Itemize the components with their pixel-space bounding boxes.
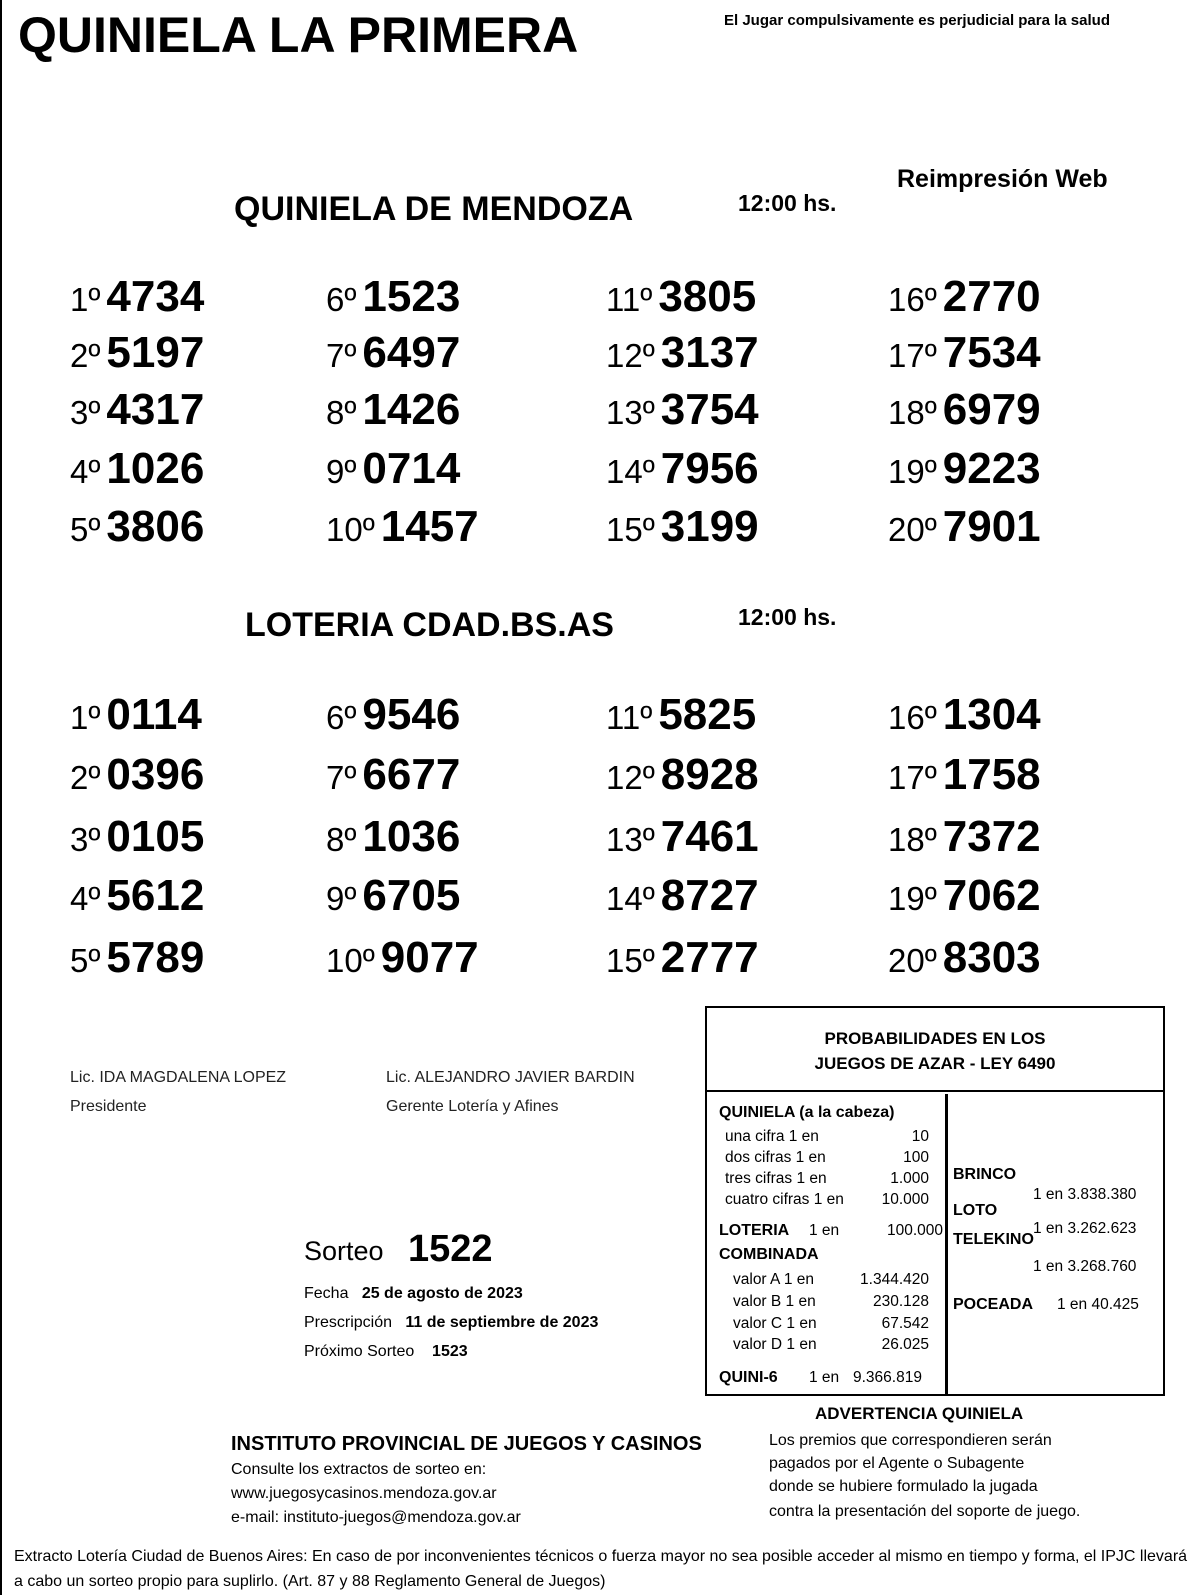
page-title: QUINIELA LA PRIMERA: [18, 7, 579, 63]
result-item: [888, 690, 1041, 740]
result-item: [888, 444, 1041, 494]
odds-value: 67.542: [881, 1315, 929, 1332]
draw-next: [304, 1343, 468, 1361]
result-item: [70, 812, 204, 862]
result-item: [606, 933, 759, 983]
result-item: [888, 502, 1041, 552]
result-position: 1º: [70, 281, 101, 318]
result-number: 8928: [660, 750, 759, 799]
result-number: 2777: [660, 933, 759, 982]
result-item: [888, 750, 1041, 800]
result-number: 7534: [942, 328, 1041, 377]
result-number: 8727: [660, 871, 759, 920]
loto-odds-label: LOTO: [953, 1202, 998, 1219]
odds-label: una cifra 1 en: [725, 1128, 819, 1145]
result-position: 4º: [70, 453, 101, 490]
result-position: 11º: [606, 281, 653, 318]
result-position: 18º: [888, 821, 937, 858]
result-number: 1758: [942, 750, 1041, 799]
signature-role: Gerente Lotería y Afines: [386, 1098, 559, 1115]
odds-label: valor A 1 en: [733, 1271, 815, 1288]
section-time-mendoza: 12:00 hs.: [738, 190, 837, 216]
result-item: [70, 385, 204, 435]
result-number: 7901: [942, 502, 1041, 551]
result-number: 9077: [380, 933, 479, 982]
probabilities-divider: [945, 1094, 948, 1394]
result-item: [606, 690, 756, 740]
result-position: 5º: [70, 511, 101, 548]
result-item: [606, 444, 759, 494]
draw-next-label: Próximo Sorteo: [304, 1343, 415, 1360]
result-item: [606, 385, 759, 435]
odds-label: valor B 1 en: [733, 1293, 816, 1310]
advertencia-line: pagados por el Agente o Subagente: [769, 1455, 1025, 1472]
result-position: 2º: [70, 759, 101, 796]
probabilities-box: [705, 1006, 1165, 1396]
result-position: 14º: [606, 453, 655, 490]
result-item: [70, 328, 204, 378]
result-position: 5º: [70, 942, 101, 979]
section-time-loteria: 12:00 hs.: [738, 604, 837, 630]
result-position: 10º: [326, 511, 375, 548]
result-number: 0105: [106, 812, 205, 861]
telekino-odds-value: 1 en 3.268.760: [1033, 1258, 1137, 1275]
result-number: 5789: [106, 933, 205, 982]
result-position: 17º: [888, 759, 937, 796]
result-position: 3º: [70, 394, 101, 431]
poceada-odds-value: 1 en 40.425: [1057, 1296, 1139, 1313]
draw-prescription-label: Prescripción: [304, 1314, 393, 1331]
signature-name: Lic. ALEJANDRO JAVIER BARDIN: [386, 1069, 635, 1086]
result-number: 3805: [658, 272, 757, 321]
section-title-mendoza: QUINIELA DE MENDOZA: [234, 190, 634, 228]
signature-manager: [386, 1063, 635, 1121]
result-position: 16º: [888, 281, 937, 318]
loteria-odds-text: 1 en: [809, 1222, 840, 1239]
advertencia-line: contra la presentación del soporte de juego.: [769, 1503, 1081, 1520]
health-warning: El Jugar compulsivamente es perjudicial para la salud: [724, 12, 1110, 29]
result-item: [888, 812, 1041, 862]
institute-name: INSTITUTO PROVINCIAL DE JUEGOS Y CASINOS: [231, 1433, 702, 1455]
brinco-odds-value: 1 en 3.838.380: [1033, 1186, 1137, 1203]
result-position: 4º: [70, 880, 101, 917]
institute-email: e-mail: instituto-juegos@mendoza.gov.ar: [231, 1509, 521, 1526]
advertencia-line: Los premios que correspondieren serán: [769, 1432, 1052, 1449]
result-number: 7956: [660, 444, 759, 493]
result-item: [70, 933, 204, 983]
result-item: [326, 272, 460, 322]
result-item: [326, 690, 460, 740]
result-item: [606, 812, 759, 862]
result-number: 5825: [658, 690, 757, 739]
result-item: [70, 871, 204, 921]
signature-name: Lic. IDA MAGDALENA LOPEZ: [70, 1069, 287, 1086]
odds-value: 10: [911, 1128, 929, 1145]
result-position: 8º: [326, 821, 357, 858]
result-item: [326, 933, 479, 983]
result-item: [326, 444, 460, 494]
quini6-odds-text: 1 en: [809, 1369, 840, 1386]
reprint-label: Reimpresión Web: [897, 165, 1108, 193]
result-item: [888, 933, 1041, 983]
result-number: 3137: [660, 328, 759, 377]
result-position: 12º: [606, 337, 655, 374]
result-position: 20º: [888, 942, 937, 979]
result-position: 1º: [70, 699, 101, 736]
result-position: 14º: [606, 880, 655, 917]
result-number: 1457: [380, 502, 479, 551]
quini6-odds-label: QUINI-6: [719, 1369, 778, 1386]
result-position: 15º: [606, 511, 655, 548]
result-item: [70, 502, 204, 552]
result-position: 9º: [326, 453, 357, 490]
result-number: 0396: [106, 750, 205, 799]
result-number: 5612: [106, 871, 205, 920]
odds-label: valor D 1 en: [733, 1336, 817, 1353]
loteria-odds-value: 100.000: [886, 1222, 943, 1239]
result-item: [326, 328, 460, 378]
odds-label: valor C 1 en: [733, 1315, 817, 1332]
result-position: 6º: [326, 281, 357, 318]
result-number: 3754: [660, 385, 759, 434]
result-item: [326, 871, 460, 921]
result-item: [326, 812, 460, 862]
odds-label: tres cifras 1 en: [725, 1170, 827, 1187]
loto-odds-value: 1 en 3.262.623: [1033, 1220, 1137, 1237]
probabilities-title: [707, 1008, 1163, 1092]
result-position: 19º: [888, 453, 937, 490]
result-position: 7º: [326, 759, 357, 796]
result-position: 15º: [606, 942, 655, 979]
result-item: [326, 385, 460, 435]
result-position: 20º: [888, 511, 937, 548]
quiniela-odds-title: QUINIELA (a la cabeza): [719, 1104, 895, 1121]
result-number: 7372: [942, 812, 1041, 861]
result-position: 3º: [70, 821, 101, 858]
odds-label: dos cifras 1 en: [725, 1149, 826, 1166]
result-position: 12º: [606, 759, 655, 796]
result-item: [888, 871, 1041, 921]
result-number: 6497: [362, 328, 461, 377]
result-number: 4317: [106, 385, 205, 434]
odds-value: 1.000: [890, 1170, 929, 1187]
result-position: 13º: [606, 394, 655, 431]
result-number: 1304: [942, 690, 1041, 739]
institute-line: Consulte los extractos de sorteo en:: [231, 1461, 487, 1478]
draw-next-value: 1523: [432, 1343, 468, 1360]
result-number: 1026: [106, 444, 205, 493]
draw-label: Sorteo: [304, 1236, 384, 1266]
result-item: [70, 272, 204, 322]
result-number: 6979: [942, 385, 1041, 434]
combinada-odds-label: COMBINADA: [719, 1246, 819, 1263]
result-position: 11º: [606, 699, 653, 736]
result-item: [606, 750, 759, 800]
advertencia-line: donde se hubiere formulado la jugada: [769, 1478, 1038, 1495]
advertencia-title: ADVERTENCIA QUINIELA: [815, 1404, 1024, 1423]
result-position: 17º: [888, 337, 937, 374]
odds-value: 26.025: [881, 1336, 929, 1353]
result-number: 8303: [942, 933, 1041, 982]
result-number: 9546: [362, 690, 461, 739]
result-item: [888, 328, 1041, 378]
quini6-odds-value: 9.366.819: [853, 1369, 922, 1386]
footer-note: Extracto Lotería Ciudad de Buenos Aires: En caso de por inconvenientes técnicos o fuerza mayor no sea posible acceder al mismo en tiempo y forma, el IPJC llevará a cabo un sorteo propio para suplirlo. (Art. 87 y 88 Reglamento General de Juegos): [14, 1548, 1188, 1590]
result-position: 10º: [326, 942, 375, 979]
result-item: [70, 690, 202, 740]
odds-value: 10.000: [881, 1191, 929, 1208]
result-number: 1523: [362, 272, 461, 321]
result-item: [70, 750, 204, 800]
result-item: [606, 871, 759, 921]
result-position: 19º: [888, 880, 937, 917]
draw-date: [304, 1285, 523, 1303]
result-number: 5197: [106, 328, 205, 377]
loteria-odds-label: LOTERIA: [719, 1222, 790, 1239]
result-item: [70, 444, 204, 494]
probabilities-title-line2: JUEGOS DE AZAR - LEY 6490: [814, 1054, 1056, 1073]
probabilities-title-line1: PROBABILIDADES EN LOS: [824, 1029, 1046, 1048]
odds-value: 1.344.420: [860, 1271, 929, 1288]
result-position: 8º: [326, 394, 357, 431]
draw-prescription: [304, 1314, 598, 1332]
result-number: 7062: [942, 871, 1041, 920]
result-position: 7º: [326, 337, 357, 374]
result-number: 0114: [106, 690, 202, 739]
result-item: [606, 502, 759, 552]
odds-value: 230.128: [872, 1293, 929, 1310]
poceada-odds-label: POCEADA: [953, 1296, 1034, 1313]
result-position: 18º: [888, 394, 937, 431]
brinco-odds-label: BRINCO: [953, 1166, 1017, 1183]
result-number: 9223: [942, 444, 1041, 493]
result-number: 2770: [942, 272, 1041, 321]
result-number: 4734: [106, 272, 205, 321]
odds-label: cuatro cifras 1 en: [725, 1191, 844, 1208]
result-number: 6705: [362, 871, 461, 920]
result-number: 3806: [106, 502, 205, 551]
institute-website: www.juegosycasinos.mendoza.gov.ar: [231, 1485, 497, 1502]
section-title-loteria: LOTERIA CDAD.BS.AS: [245, 606, 614, 644]
result-item: [606, 272, 756, 322]
result-position: 2º: [70, 337, 101, 374]
result-item: [606, 328, 759, 378]
result-item: [326, 502, 479, 552]
signature-role: Presidente: [70, 1098, 147, 1115]
draw-date-label: Fecha: [304, 1285, 349, 1302]
result-number: 6677: [362, 750, 461, 799]
result-item: [326, 750, 460, 800]
result-item: [888, 272, 1041, 322]
draw-prescription-value: 11 de septiembre de 2023: [405, 1314, 599, 1331]
result-number: 1036: [362, 812, 461, 861]
result-item: [888, 385, 1041, 435]
result-position: 13º: [606, 821, 655, 858]
telekino-odds-label: TELEKINO: [953, 1231, 1034, 1248]
result-position: 9º: [326, 880, 357, 917]
result-number: 3199: [660, 502, 759, 551]
result-number: 0714: [362, 444, 461, 493]
draw-number: 1522: [408, 1228, 493, 1270]
result-position: 16º: [888, 699, 937, 736]
result-number: 7461: [660, 812, 759, 861]
result-number: 1426: [362, 385, 461, 434]
odds-value: 100: [903, 1149, 929, 1166]
draw-date-value: 25 de agosto de 2023: [361, 1285, 523, 1302]
result-position: 6º: [326, 699, 357, 736]
signature-president: [70, 1063, 286, 1121]
